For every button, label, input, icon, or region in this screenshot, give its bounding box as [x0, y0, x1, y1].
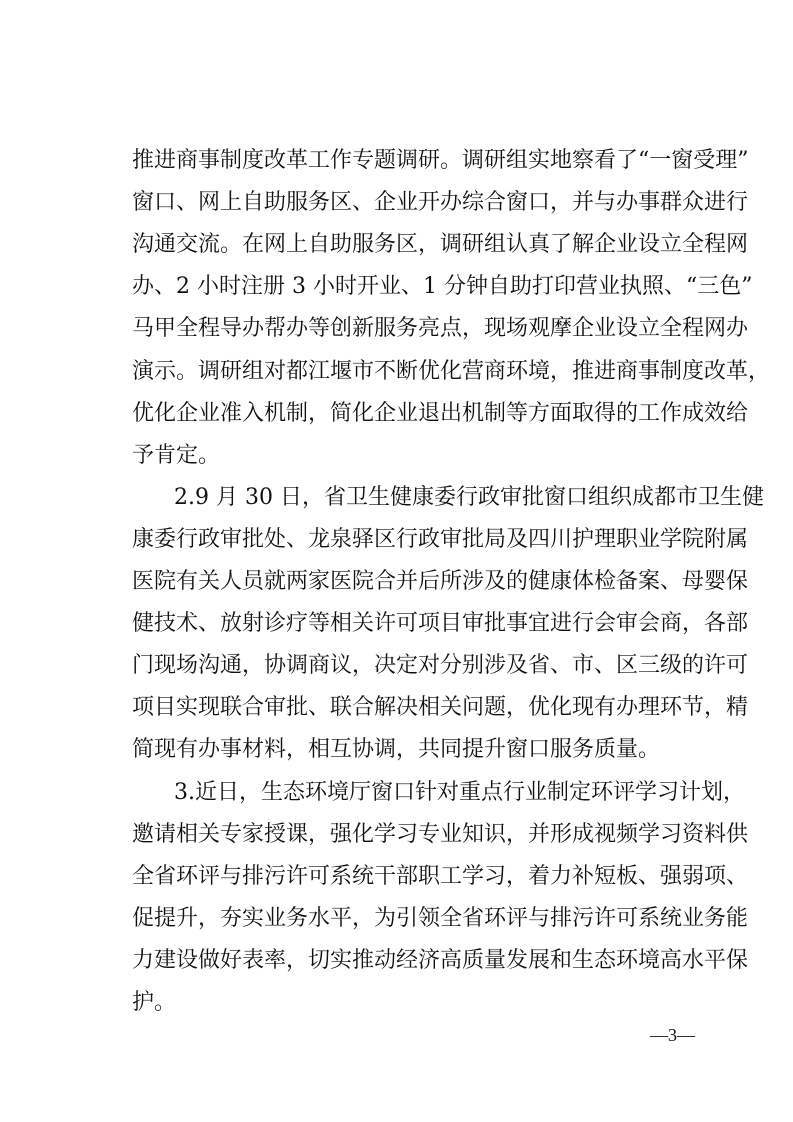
paragraph-line: 窗口、网上自助服务区、企业开办综合窗口，并与办事群众进行	[132, 190, 749, 215]
paragraph-line: 推进商事制度改革工作专题调研。调研组实地察看了“一窗受理”	[132, 148, 749, 173]
paragraph-line: 演示。调研组对都江堰市不断优化营商环境，推进商事制度改革，	[132, 359, 771, 384]
paragraph-line: 简现有办事材料，相互协调，共同提升窗口服务质量。	[132, 737, 661, 762]
paragraph-line: 2.9 月 30 日，省卫生健康委行政审批窗口组织成都市卫生健	[174, 485, 764, 510]
paragraph-line: 予肯定。	[132, 443, 221, 468]
paragraph-line: 优化企业准入机制，简化企业退出机制等方面取得的工作成效给	[132, 401, 749, 426]
paragraph-line: 健技术、放射诊疗等相关许可项目审批事宜进行会审会商，各部	[132, 611, 749, 636]
paragraph-line: 马甲全程导办帮办等创新服务亮点，现场观摩企业设立全程网办	[132, 316, 749, 341]
paragraph-line: 项目实现联合审批、联合解决相关问题，优化现有办理环节，精	[132, 695, 749, 720]
paragraph-line: 促提升，夯实业务水平，为引领全省环评与排污许可系统业务能	[132, 906, 749, 931]
paragraph-line: 3.近日，生态环境厅窗口针对重点行业制定环评学习计划，	[174, 780, 745, 805]
paragraph-line: 康委行政审批处、龙泉驿区行政审批局及四川护理职业学院附属	[132, 527, 749, 552]
paragraph-line: 沟通交流。在网上自助服务区，调研组认真了解企业设立全程网	[132, 232, 749, 257]
paragraph-line: 门现场沟通，协调商议，决定对分别涉及省、市、区三级的许可	[132, 653, 749, 678]
paragraph-line: 邀请相关专家授课，强化学习专业知识，并形成视频学习资料供	[132, 822, 749, 847]
paragraph-line: 护。	[132, 990, 177, 1015]
paragraph-line: 办、2 小时注册 3 小时开业、1 分钟自助打印营业执照、“三色”	[132, 274, 753, 299]
paragraph-line: 全省环评与排污许可系统干部职工学习，着力补短板、强弱项、	[132, 864, 749, 889]
paragraph-line: 力建设做好表率，切实推动经济高质量发展和生态环境高水平保	[132, 948, 749, 973]
paragraph-line: 医院有关人员就两家医院合并后所涉及的健康体检备案、母婴保	[132, 569, 749, 594]
page-number: —3—	[650, 1025, 695, 1045]
